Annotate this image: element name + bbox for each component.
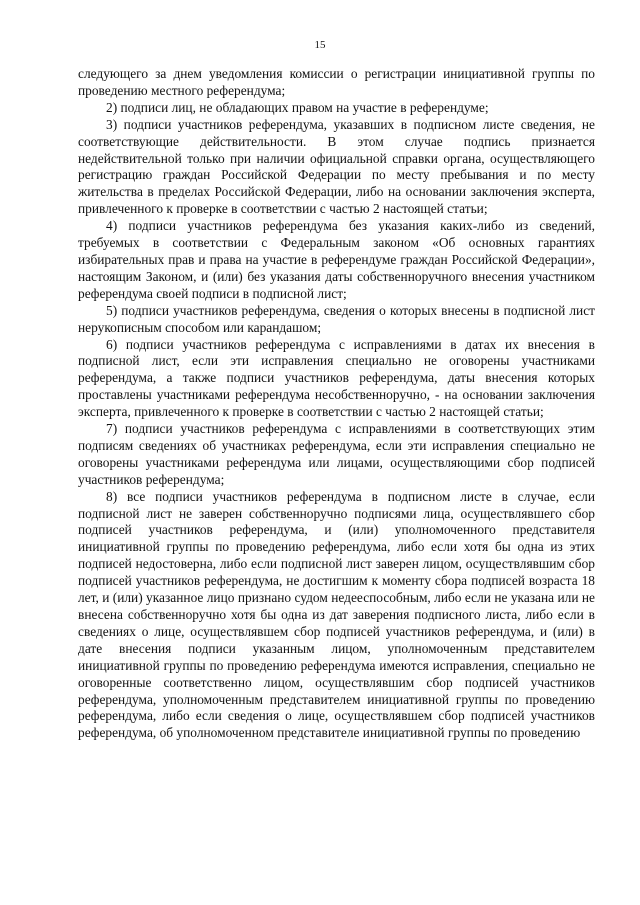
paragraph-item-6: 6) подписи участников референдума с исправлениями в датах их внесения в подписной лист, если эти исправления специально не оговорены участниками референдума, а также подписи участников референдума, даты внесения которых проставлены участниками референдума несобственноручно, - на основании заключения эксперта, привлеченного к проверке в соответствии с частью 2 настоящей статьи; [78, 336, 595, 420]
paragraph-item-2: 2) подписи лиц, не обладающих правом на участие в референдуме; [106, 99, 489, 115]
page-number: 15 [314, 39, 326, 51]
paragraph-item-5: 5) подписи участников референдума, сведения о которых внесены в подписной лист нерукописным способом или карандашом; [78, 302, 595, 335]
paragraph-continuation: следующего за днем уведомления комиссии о регистрации инициативной группы по проведению местного референдума; [78, 66, 595, 98]
paragraph-item-8: 8) все подписи участников референдума в подписном листе в случае, если подписной лист не заверен собственноручно подписями лица, осуществлявшего сбор подписей участников референдума, и (или) уполномоченного представителя инициативной группы по проведению референдума, либо если хотя бы одна из этих подписей недостоверна, либо если подписной лист заверен лицом, осуществлявшим сбор подписей участников референдума, не достигшим к моменту сбора подписей возраста 18 лет, и (или) указанное лицо признано судом недееспособным, либо если не указана или не внесена собственноручно хотя бы одна из дат заверения подписного листа, либо если в сведениях о лице, осуществлявшем сбор подписей участников референдума, и (или) в дате внесения подписи указанным лицом, уполномоченным представителем инициативной группы по проведению референдума имеются исправления, специально не оговоренные соответственно лицом, осуществлявшим сбор подписей участников референдума, уполномоченным представителем инициативной группы по проведению референдума, либо если сведения о лице, осуществлявшем сбор подписей участников референдума, об уполномоченном представителе инициативной группы по проведению [78, 488, 595, 741]
paragraph-item-3: 3) подписи участников референдума, указавших в подписном листе сведения, не соответствующие действительности. В этом случае подпись признается недействительной только при наличии официальной справки органа, осуществляющего регистрацию граждан Российской Федерации по месту пребывания и по месту жительства в пределах Российской Федерации, либо на основании заключения эксперта, привлеченного к проверке в соответствии с частью 2 настоящей статьи; [78, 116, 595, 217]
document-body [78, 66, 595, 742]
paragraph-item-4: 4) подписи участников референдума без указания каких-либо из сведений, требуемых в соответствии с Федеральным законом «Об основных гарантиях избирательных прав и права на участие в референдуме граждан Российской Федерации», настоящим Законом, и (или) без указания даты собственноручного внесения участником референдума своей подписи в подписной лист; [78, 218, 595, 301]
paragraph-item-7: 7) подписи участников референдума с исправлениями в соответствующих этим подписям сведениях об участниках референдума, если эти исправления специально не оговорены участниками референдума или лицами, осуществляющими сбор подписей участников референдума; [78, 421, 595, 487]
